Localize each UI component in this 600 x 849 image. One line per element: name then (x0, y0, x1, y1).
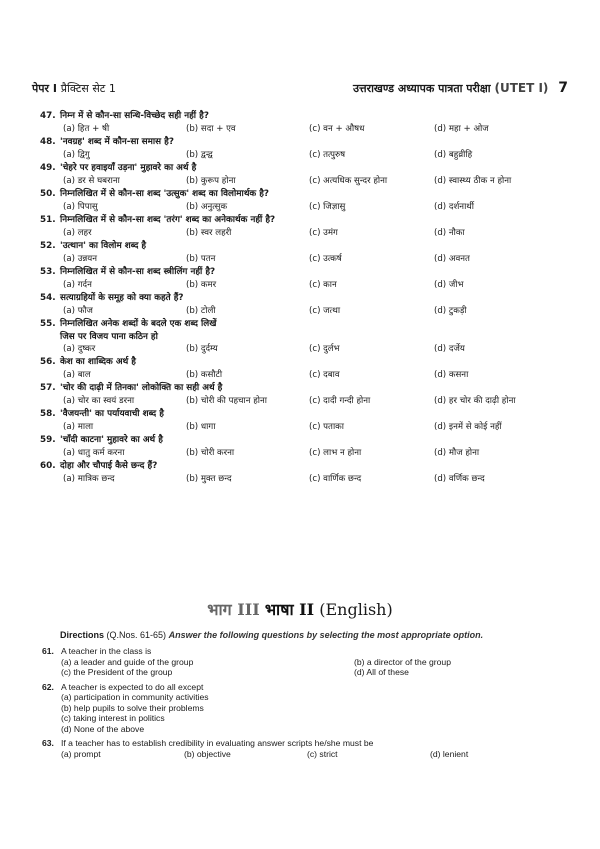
option-row (40, 447, 580, 460)
question-text (40, 292, 580, 305)
question-number: 48. (40, 137, 56, 147)
question-stem-continued: जिस पर विजय पाना कठिन हो (60, 332, 158, 342)
paper-number: पेपर I (32, 82, 57, 95)
answer-option: (a) धातु कर्म करना (63, 448, 125, 458)
question-stem: 'वैजयन्ती' का पर्यायवाची शब्द है (60, 409, 164, 419)
option-row (40, 369, 580, 382)
option-row (40, 227, 580, 240)
section-part: भाग III (207, 600, 260, 619)
exam-name: उत्तराखण्ड अध्यापक पात्रता परीक्षा (352, 82, 491, 95)
question-stem: A teacher in the class is (61, 646, 152, 656)
question-number: 49. (40, 163, 56, 173)
answer-option: (a) गर्दन (63, 280, 92, 290)
answer-option: (d) दर्शनार्थी (434, 202, 475, 212)
question-number: 62. (42, 681, 54, 692)
answer-option: (a) फौज (63, 306, 93, 316)
answer-option: (a) उन्नयन (63, 254, 98, 264)
answer-option: (c) पताका (309, 422, 344, 432)
answer-option: (c) उमंग (309, 228, 338, 238)
answer-option: (b) कसौटी (186, 370, 223, 380)
question-stem: 'चोर की दाढ़ी में तिनका' लोकोक्ति का सही अर्थ है (60, 383, 223, 393)
answer-option: (b) दुर्दम्य (186, 344, 218, 354)
answer-option: (a) बाल (63, 370, 91, 380)
answer-option: (d) स्वास्थ्य ठीक न होना (434, 176, 512, 186)
answer-option: (a) participation in community activities (61, 692, 209, 702)
option-row (40, 253, 580, 266)
question-number: 61. (42, 646, 54, 656)
answer-option: (a) prompt (61, 748, 101, 759)
question-text (40, 266, 580, 279)
question-text (40, 162, 580, 175)
answer-option: (d) None of the above (61, 723, 145, 734)
question-text (40, 214, 580, 227)
answer-option: (b) चोरी करना (186, 448, 235, 458)
option-row (42, 657, 572, 668)
question-number: 63. (42, 738, 54, 748)
practice-set: प्रैक्टिस सेट 1 (60, 82, 116, 95)
question-stem: निम्नलिखित अनेक शब्दों के बदले एक शब्द लिखें (60, 319, 217, 329)
question-item (40, 136, 580, 162)
english-question-list (42, 646, 572, 763)
question-item (40, 110, 580, 136)
answer-option: (b) help pupils to solve their problems (61, 702, 204, 713)
answer-option: (c) वार्णिक छन्द (309, 474, 362, 484)
answer-option: (c) taking interest in politics (61, 713, 165, 723)
answer-option: (c) दादी गन्दी होना (309, 396, 371, 406)
answer-option: (b) a director of the group (354, 656, 451, 667)
question-text (42, 738, 572, 749)
question-item (40, 408, 580, 434)
directions-label: Directions (60, 630, 105, 640)
answer-option: (a) a leader and guide of the group (61, 656, 194, 667)
directions (60, 629, 483, 641)
question-stem: 'नवग्रह' शब्द में कौन-सा समास है? (60, 137, 174, 147)
question-item (40, 162, 580, 188)
answer-option: (b) objective (184, 748, 231, 759)
question-item (40, 356, 580, 382)
question-item (40, 266, 580, 292)
answer-option: (a) डर से घबराना (63, 176, 120, 186)
answer-option: (d) अवनत (434, 254, 470, 264)
option-row (40, 421, 580, 434)
question-stem: 'उत्थान' का विलोम शब्द है (60, 241, 147, 251)
answer-option: (a) दुष्कर (63, 344, 96, 354)
answer-option: (b) कुरूप होना (186, 176, 236, 186)
question-item (42, 646, 572, 678)
question-text (42, 682, 572, 693)
question-stem: दोहा और चौपाई कैसे छन्द हैं? (60, 461, 158, 471)
question-stem: सत्याग्रहियों के समूह को क्या कहते हैं? (60, 293, 184, 303)
answer-option: (a) लहर (63, 228, 92, 238)
question-item (42, 682, 572, 735)
question-text (40, 136, 580, 149)
answer-option: (b) स्वर लहरी (186, 228, 232, 238)
question-text (42, 646, 572, 657)
answer-option: (c) अत्यधिक सुन्दर होना (309, 176, 388, 186)
answer-option: (d) इनमें से कोई नहीं (434, 422, 502, 432)
question-number: 55. (40, 319, 56, 329)
answer-option: (b) कमर (186, 280, 217, 290)
answer-option: (d) हर चोर की दाढ़ी होना (434, 396, 516, 406)
question-text (40, 434, 580, 447)
question-item (42, 738, 572, 759)
answer-option: (c) तत्पुरुष (309, 150, 346, 160)
answer-option: (c) the President of the group (61, 667, 173, 677)
question-text (40, 240, 580, 253)
question-item (40, 240, 580, 266)
answer-option: (d) कसना (434, 370, 469, 380)
question-item (40, 318, 580, 356)
page-header (32, 80, 568, 98)
question-number: 58. (40, 409, 56, 419)
question-number: 51. (40, 215, 56, 225)
question-item (40, 460, 580, 486)
answer-option: (d) नौका (434, 228, 465, 238)
exam-code: (UTET I) (494, 81, 549, 95)
answer-option: (b) टोली (186, 306, 216, 316)
question-text (40, 356, 580, 369)
answer-option: (d) वर्णिक छन्द (434, 474, 485, 484)
question-text (40, 318, 580, 331)
question-number: 53. (40, 267, 56, 277)
answer-option: (b) सदा + एव (186, 124, 236, 134)
question-text (40, 110, 580, 123)
option-row (40, 123, 580, 136)
answer-option: (d) मौज होना (434, 448, 480, 458)
option-row (42, 667, 572, 678)
question-text (40, 188, 580, 201)
section-heading (0, 598, 600, 620)
answer-option: (c) वन + औषध (309, 124, 365, 134)
question-text (40, 382, 580, 395)
answer-option: (d) महा + ओज (434, 124, 489, 134)
section-english: (English) (319, 600, 393, 619)
answer-option: (b) धागा (186, 422, 216, 432)
question-text (40, 408, 580, 421)
question-stem: निम्नलिखित में से कौन-सा शब्द स्त्रीलिंग नहीं है? (60, 267, 216, 277)
answer-option: (b) मुक्त छन्द (186, 474, 232, 484)
question-stem: निम्नलिखित में से कौन-सा शब्द 'उत्सुक' शब्द का विलोमार्थक है? (60, 189, 270, 199)
question-number: 52. (40, 241, 56, 251)
option-row (40, 395, 580, 408)
question-stem: निम्न में से कौन-सा सन्धि-विच्छेद सही नहीं है? (60, 111, 209, 121)
exam-title (353, 80, 568, 96)
page-number: 7 (558, 80, 568, 96)
answer-option: (d) जीभ (434, 280, 464, 290)
question-number: 47. (40, 111, 56, 121)
answer-option: (a) मात्रिक छन्द (63, 474, 115, 484)
option-row (40, 149, 580, 162)
question-number: 50. (40, 189, 56, 199)
question-number: 60. (40, 461, 56, 471)
question-stem: If a teacher has to establish credibility in evaluating answer scripts he/she must be (61, 738, 374, 748)
question-stem: A teacher is expected to do all except (61, 681, 204, 692)
option-row (40, 201, 580, 214)
option-row (42, 749, 572, 760)
question-stem: केश का शाब्दिक अर्थ है (60, 357, 136, 367)
answer-option: (b) पतन (186, 254, 216, 264)
answer-option: (b) अनुत्सुक (186, 202, 228, 212)
question-stem: निम्नलिखित में से कौन-सा शब्द 'तरंग' शब्द का अनेकार्थक नहीं है? (60, 215, 276, 225)
section-language: भाषा II (264, 600, 315, 619)
answer-option: (b) चोरी की पहचान होना (186, 396, 268, 406)
answer-option: (d) दर्जेय (434, 344, 465, 354)
answer-option: (c) कान (309, 280, 337, 290)
option-row (40, 279, 580, 292)
option-row (40, 175, 580, 188)
question-stem: 'चेहरे पर हवाइयाँ उड़ना' मुहावरे का अर्थ है (60, 163, 197, 173)
directions-range: (Q.Nos. 61-65) (106, 630, 167, 640)
option-row (40, 343, 580, 356)
answer-option: (a) द्विगु (63, 150, 90, 160)
question-number: 57. (40, 383, 56, 393)
question-item (40, 382, 580, 408)
question-item (40, 434, 580, 460)
answer-option: (a) पिपासु (63, 202, 98, 212)
question-number: 56. (40, 357, 56, 367)
question-number: 54. (40, 293, 56, 303)
question-item (40, 188, 580, 214)
answer-option: (c) दबाव (309, 370, 340, 380)
answer-option: (c) जत्था (309, 306, 341, 316)
question-stem: 'चाँदी काटना' मुहावरे का अर्थ है (60, 435, 163, 445)
answer-option: (c) strict (307, 748, 338, 759)
question-number: 59. (40, 435, 56, 445)
answer-option: (c) दुर्लभ (309, 344, 340, 354)
answer-option: (d) टुकड़ी (434, 306, 467, 316)
question-text (40, 460, 580, 473)
answer-option: (d) lenient (430, 748, 469, 759)
option-row (40, 305, 580, 318)
question-item (40, 292, 580, 318)
answer-option: (d) बहुव्रीहि (434, 150, 473, 160)
answer-option: (c) उत्कर्ष (309, 254, 342, 264)
answer-option: (a) चोर का स्वयं डरना (63, 396, 135, 406)
answer-option: (c) जिज्ञासु (309, 202, 346, 212)
option-row (40, 473, 580, 486)
directions-text: Answer the following questions by selecting the most appropriate option. (168, 630, 484, 640)
answer-option: (a) माला (63, 422, 94, 432)
answer-option: (d) All of these (354, 667, 409, 677)
answer-option: (a) हित + षी (63, 124, 110, 134)
answer-option: (b) द्वन्द्व (186, 150, 213, 160)
hindi-question-list (40, 110, 580, 486)
answer-option: (c) लाभ न होना (309, 448, 362, 458)
question-item (40, 214, 580, 240)
paper-label (32, 81, 116, 96)
